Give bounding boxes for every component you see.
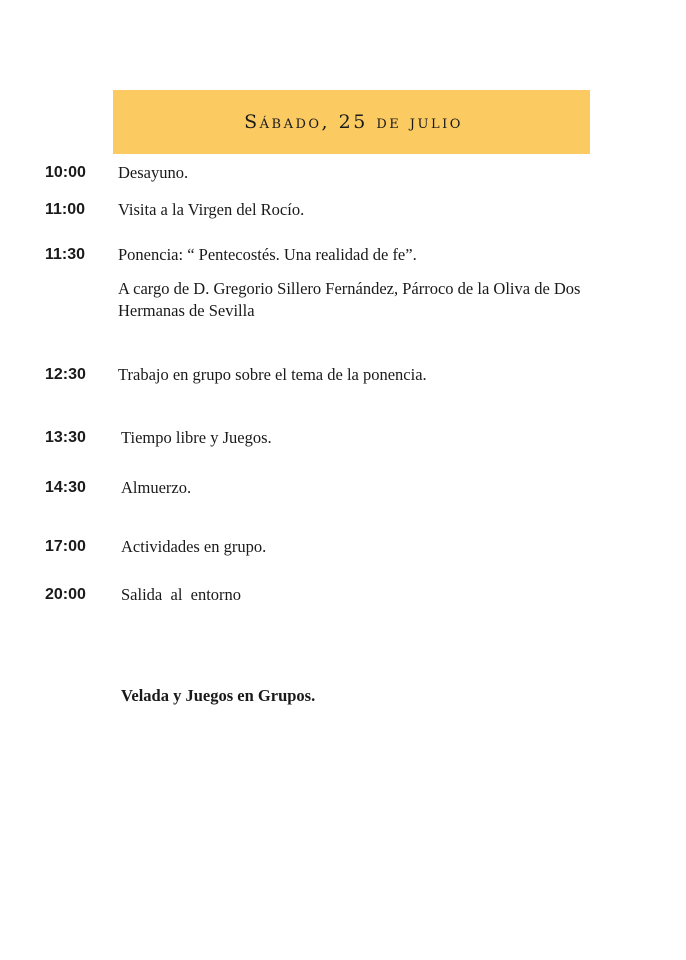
schedule-activity: Salida al entorno (121, 585, 242, 604)
day-header-band (113, 90, 590, 154)
schedule-time: 10:00 (45, 164, 86, 181)
schedule-time: 17:00 (45, 538, 86, 555)
schedule-activity: Almuerzo. (121, 478, 192, 497)
day-title: Sábado, 25 de julio (244, 111, 463, 133)
schedule-time: 20:00 (45, 586, 86, 603)
schedule-time: 14:30 (45, 479, 86, 496)
schedule-activity: Desayuno. (118, 163, 189, 182)
schedule-time: 11:00 (45, 201, 86, 218)
closing-note: Velada y Juegos en Grupos. (121, 686, 316, 705)
schedule-activity: Ponencia: “ Pentecostés. Una realidad de fe”. (118, 245, 417, 264)
schedule-activity-detail: A cargo de D. Gregorio Sillero Fernández, Párroco de la Oliva de Dos Hermanas de Sevilla (118, 279, 581, 320)
schedule-time: 12:30 (45, 366, 86, 383)
schedule-activity: Visita a la Virgen del Rocío. (118, 200, 305, 219)
schedule-time: 13:30 (45, 429, 86, 446)
schedule-time: 11:30 (45, 246, 86, 263)
schedule-activity: Actividades en grupo. (121, 537, 267, 556)
schedule-activity: Tiempo libre y Juegos. (121, 428, 272, 447)
schedule-activity: Trabajo en grupo sobre el tema de la ponencia. (118, 365, 427, 384)
